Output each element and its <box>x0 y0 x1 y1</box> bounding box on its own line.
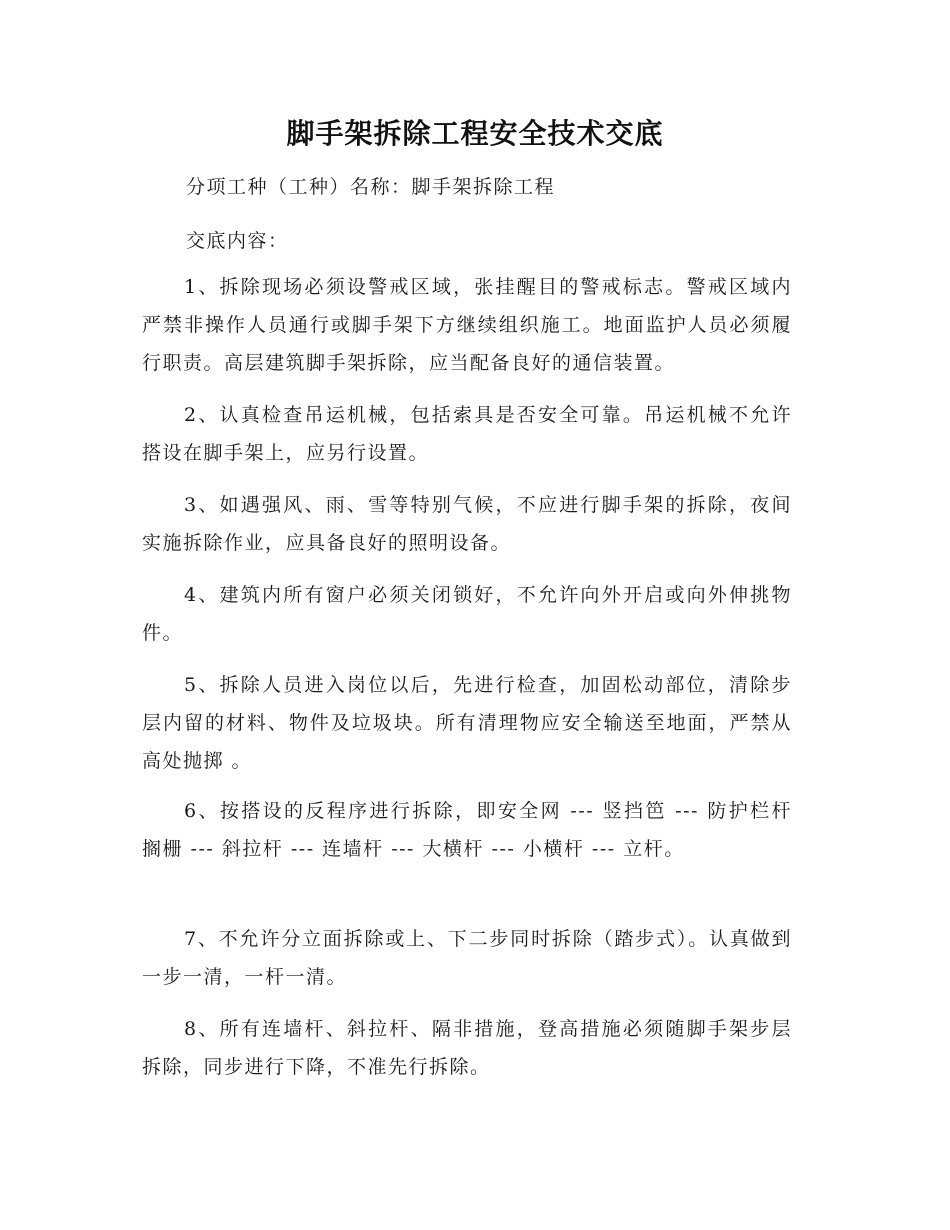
item-1: 1、拆除现场必须设警戒区域，张挂醒目的警戒标志。警戒区域内严禁非操作人员通行或脚手架下方继续组织施工。地面监护人员必须履行职责。高层建筑脚手架拆除，应当配备良好的通信装置。 <box>142 276 792 374</box>
content-label: 交底内容： <box>186 230 289 252</box>
document-title: 脚手架拆除工程安全技术交底 <box>286 117 664 150</box>
item-8: 8、所有连墙杆、斜拉杆、隔非措施，登高措施必须随脚手架步层拆除，同步进行下降，不准先行拆除。 <box>142 1018 792 1078</box>
item-6: 6、按搭设的反程序进行拆除，即安全网 --- 竖挡笆 --- 防护栏杆 搁栅 --- 斜拉杆 --- 连墙杆 --- 大横杆 --- 小横杆 --- 立杆。 <box>142 800 792 860</box>
item-2: 2、认真检查吊运机械，包括索具是否安全可靠。吊运机械不允许搭设在脚手架上，应另行设置。 <box>142 404 792 464</box>
item-3: 3、如遇强风、雨、雪等特别气候，不应进行脚手架的拆除，夜间实施拆除作业，应具备良好的照明设备。 <box>142 494 792 554</box>
item-4: 4、建筑内所有窗户必须关闭锁好，不允许向外开启或向外伸挑物件。 <box>142 584 792 644</box>
item-7: 7、不允许分立面拆除或上、下二步同时拆除（踏步式）。认真做到一步一清，一杆一清。 <box>142 928 792 988</box>
subject-line: 分项工种（工种）名称：脚手架拆除工程 <box>186 176 556 198</box>
item-5: 5、拆除人员进入岗位以后，先进行检查，加固松动部位，清除步层内留的材料、物件及垃圾块。所有清理物应安全输送至地面，严禁从高处抛掷 。 <box>142 674 792 772</box>
